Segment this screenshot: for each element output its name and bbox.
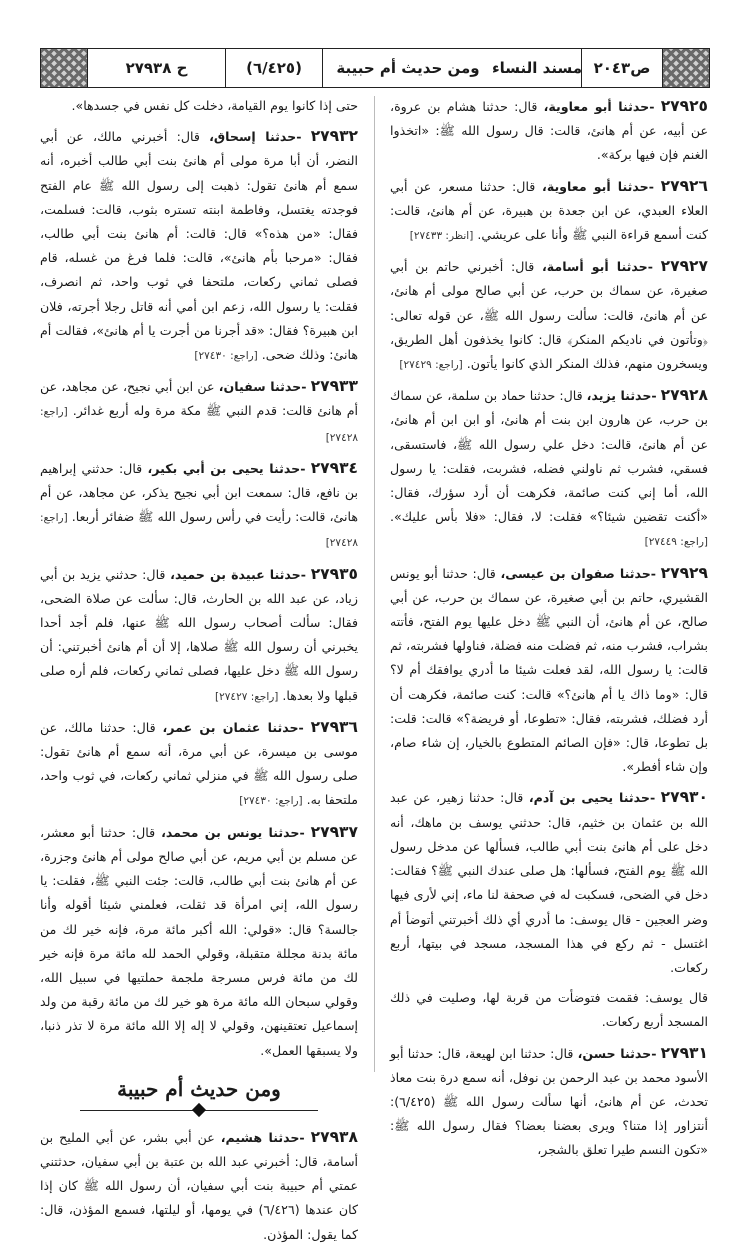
hadith-entry <box>40 820 358 1063</box>
section-ornament <box>80 1105 318 1117</box>
hadith-text: قال: حدثنا أبو معشر، عن مسلم بن أبي مريم، عن أبي صالح مولى أم هانئ وجزرة، عن أم هانئ بنت أبي طالب، قالت: جئت النبي ﷺ، فقلت: يا رسول الله، إني امرأة قد ثقلت، فعلمني شيئا أقوله وأنا جالسة؟ قال: «قولي: الله أكبر مائة مرة، فإنه خير لك من مائة بدنة مجللة متقبلة، وقولي الحمد لله مائة مرة فإنه خير لك من مائة فرس مسرجة ملجمة حملتيها في سبيل الله، وقولي سبحان الله مائة مرة هو خير لك من مائة رقبة من ولد إسماعيل تعتقينهن، وقولي لا إله إلا الله مائة مرة لا تذر ذنبا، ولا يسبقها العمل». <box>40 824 358 1058</box>
hadith-number: ٢٧٩٣٥ <box>310 564 358 583</box>
hadith-chain-start: -حدثنا يحيى بن أبي بكير، <box>147 460 306 476</box>
hadith-chain-start: -حدثنا أبو معاوية، <box>542 178 654 194</box>
hadith-entry <box>40 456 358 556</box>
hadith-text: قال يوسف: فقمت فتوضأت من قربة لها، وصليت في ذلك المسجد أربع ركعات. <box>390 990 708 1030</box>
hadith-text: قال: حدثنا هشام بن عروة، عن أبيه، عن أم هانئ، قالت: قال رسول الله ﷺ: «اتخذوا الغنم فإن فيها بركة». <box>390 99 708 163</box>
header-ornament-right <box>663 49 709 87</box>
hadith-number: ٢٧٩٢٥ <box>660 97 708 115</box>
volume-reference: (٦/٤٢٥) <box>246 59 302 77</box>
hadith-text: قال: أخبرني حاتم بن أبي صغيرة، عن سماك بن حرب، عن أبي صالح مولى أم هانئ، عن أم هانئ، قالت: سألت رسول الله ﷺ، عن قوله تعالى: ﴿وتأتون في ناديكم المنكر﴾ قال: كانوا يخذفون أهل الطريق، ويسخرون منهم، فذلك المنكر الذي كانوا يأتون. <box>390 259 708 372</box>
hadith-text: حتى إذا كانوا يوم القيامة، دخلت كل نفس في جسدها». <box>71 98 358 113</box>
hadith-text: قال: حدثنا زهير، عن عبد الله بن عثمان بن خثيم، قال: حدثني يوسف بن ماهك، أنه دخل على أم هانئ بنت أبي طالب، فسألها عن مدخل رسول الله ﷺ يوم الفتح، فسألها: هل صلى عندك النبي ﷺ؟ فقالت: دخل في الضحى، فسكبت له في صحفة لنا ماء، إني لأرى فيها وضر العجين - قال يوسف: ما أدري أي ذلك أخبرتني أتوضأ أم اغتسل - ثم ركع في هذا المسجد، مسجد في بيتها، أربع ركعات. <box>390 790 708 975</box>
hadith-entry <box>390 561 708 780</box>
section-title: ومن حديث أم حبيبة <box>117 1076 281 1101</box>
hadith-number: ٢٧٩٣٤ <box>310 458 359 477</box>
hadith-text: قال: حدثنا أبو يونس القشيري، حاتم بن أبي صغيرة، عن سماك بن حرب، عن أبي صالح، عن أم هانئ، أن النبي ﷺ دخل عليها يوم الفتح، فأتته بشراب، فشرب منه، ثم فضلت منه فضلة، فناولها فشربته، ثم قالت: يا رسول الله، لقد فعلت شيئا ما أدري يوافقك أم لا؟ قال: «وما ذاك يا أم هانئ؟» قالت: كنت صائمة، فكرهت أن أرد فضلك، فشربته، فقال: «تطوعا، أو فريضة؟» قالت: قلت: بل تطوعا، قال: «فإن الصائم المتطوع بالخيار، إن شاء صام، وإن شاء أفطر». <box>390 565 708 775</box>
hadith-chain-start: -حدثنا حسن، <box>577 1045 657 1061</box>
hadith-entry <box>390 383 708 554</box>
hadith-text: قال: حدثنا مسعر، عن أبي العلاء العبدي، عن ابن جعدة بن هبيرة، عن أم هانئ، قالت: كنت أسمع قراءة النبي ﷺ وأنا على عريشي. <box>390 178 708 243</box>
hadith-entry <box>390 254 708 377</box>
hadith-number: ٢٧٩٢٦ <box>660 176 708 195</box>
hadith-chain-start: -حدثنا هشيم، <box>220 1129 305 1145</box>
hadith-chain-start: -حدثنا إسحاق، <box>209 129 302 145</box>
hadith-chain-start: -حدثنا أبو أسامة، <box>541 259 653 275</box>
hadith-text: عن ابن أبي نجيح، عن مجاهد، عن أم هانئ قالت: قدم النبي ﷺ مكة مرة وله أربع غدائر. <box>40 379 358 419</box>
hadith-entry <box>40 1125 358 1247</box>
hadith-range: ح ٢٧٩٣٨ <box>125 59 188 77</box>
hadith-crossref: [راجع: ٢٧٤٢٩] <box>399 359 463 372</box>
hadith-entry <box>40 562 358 709</box>
hadith-entry <box>40 374 358 450</box>
hadith-text: قال: حدثني إبراهيم بن نافع، قال: سمعت ابن أبي نجيح يذكر، عن مجاهد، عن أم هانئ، قالت: رأيت في رأس رسول الله ﷺ ضفائر أربعا. <box>40 460 358 525</box>
hadith-number: ٢٧٩٣٠ <box>660 788 708 807</box>
page-header <box>40 48 710 88</box>
hadith-text: قال: حدثنا حماد بن سلمة، عن سماك بن حرب، عن هارون ابن بنت أم هانئ، أو ابن ابن أم هانئ، عن أم هانئ، قالت: دخل علي رسول الله ﷺ، فاستسقى، فسقي، فشرب ثم ناولني فضله، فشربت، فقلت: يا رسول الله، أما إني كنت صائمة، فكرهت أن أرد سؤرك، فقال: «أكنت تقضين شيئا؟» فقلت: لا، فقال: «فلا بأس عليك». <box>390 388 708 525</box>
hadith-chain-start: -حدثنا عبيدة بن حميد، <box>170 566 306 582</box>
hadith-chain-start: -حدثنا يحيى بن آدم، <box>528 790 656 806</box>
hadith-chain-start: -حدثنا يونس بن محمد، <box>161 824 305 840</box>
hadith-chain-start: -حدثنا سفيان، <box>218 379 307 395</box>
hadith-number: ٢٧٩٢٩ <box>660 563 708 582</box>
column-divider <box>374 96 375 1072</box>
hadith-entry <box>40 94 358 118</box>
hadith-entry <box>390 1041 708 1163</box>
hadith-crossref: [راجع: ٢٧٤٢٧] <box>215 690 279 703</box>
hadith-entry <box>390 785 708 980</box>
header-ornament-left <box>41 49 87 87</box>
hadith-number: ٢٧٩٣١ <box>660 1043 708 1062</box>
hadith-number: ٢٧٩٣٧ <box>310 822 358 841</box>
section-heading: ومن حديث أم حبيبة <box>336 59 480 77</box>
hadith-number: ٢٧٩٢٨ <box>660 386 708 405</box>
hadith-number: ٢٧٩٣٨ <box>310 1127 358 1146</box>
hadith-entry <box>390 94 708 168</box>
hadith-entry <box>40 715 358 814</box>
hadith-entry <box>40 124 358 368</box>
hadith-text: قال: حدثنا ابن لهيعة، قال: حدثنا أبو الأسود محمد بن عبد الرحمن بن نوفل، أنه سمع درة بنت معاذ تحدث، عن أم هانئ، أنها سألت رسول الله ﷺ (٦/٤٢٥): أنتزاور إذا متنا؟ ويرى بعضنا بعضا؟ فقال رسول الله ﷺ: «تكون النسم طيرا تعلق بالشجر، <box>390 1045 708 1158</box>
hadith-text: قال: حدثني يزيد بن أبي زياد، عن عبد الله بن الحارث، قال: سألت عن صلاة الضحى، فقال: سألت أصحاب رسول الله ﷺ عنها، فلم أجد أحدا يخبرني أن رسول الله ﷺ صلاها، إلا أن أم هانئ أخبرتني: أن رسول الله ﷺ دخل عليها، فصلى ثماني ركعات، فلم أره صلى قبلها ولا بعدها. <box>40 566 358 703</box>
hadith-number: ٢٧٩٣٦ <box>310 717 358 736</box>
hadith-crossref: [راجع: ٢٧٤٤٩] <box>644 536 708 549</box>
hadith-crossref: [راجع: ٢٧٤٢٨] <box>40 512 358 550</box>
text-columns <box>40 94 708 1242</box>
hadith-chain-start: -حدثنا صفوان بن عيسى، <box>500 565 657 581</box>
hadith-text: قال: حدثنا مالك، عن موسى بن ميسرة، عن أبي مرة، أنه سمع أم هانئ تقول: صلى رسول الله ﷺ في منزلي ثماني ركعات، في ثوب واحد، ملتحفا به. <box>40 719 358 808</box>
hadith-entry <box>390 174 708 249</box>
hadith-crossref: [انظر: ٢٧٤٣٣] <box>409 230 474 243</box>
hadith-entry <box>390 986 708 1034</box>
hadith-number: ٢٧٩٢٧ <box>660 257 708 276</box>
hadith-chain-start: -حدثنا أبو معاوية، <box>543 99 655 114</box>
right-column <box>390 94 708 1158</box>
left-column <box>40 94 359 1242</box>
hadith-number: ٢٧٩٣٢ <box>310 127 358 146</box>
book-title: مسند النساء <box>491 59 583 77</box>
hadith-chain-start: -حدثنا يزيد، <box>586 388 657 404</box>
hadith-number: ٢٧٩٣٣ <box>310 377 358 396</box>
hadith-text: قال: أخبرني مالك، عن أبي النضر، أن أبا مرة مولى أم هانئ بنت أبي طالب أخبره، أنه سمع أم هانئ تقول: ذهبت إلى رسول الله ﷺ عام الفتح فوجدته يغتسل، وفاطمة ابنته تستره بثوب، قالت: فسلمت، فقال: «من هذه؟» قال: قالت: أم هانئ بنت أبي طالب، فقال: «مرحبا بأم هانئ»، قالت: فلما فرغ من غسله، قام فصلى ثماني ركعات، ملتحفا في ثوب واحد، ثم انصرف، فقلت: يا رسول الله، زعم ابن أمي أنه قاتل رجلا أجرته، فلان ابن هبيرة؟ فقال: «قد أجرنا من أجرت يا أم هانئ»، فقالت أم هانئ: وذلك ضحى. <box>40 129 358 363</box>
hadith-text: عن أبي بشر، عن أبي المليح بن أسامة، قال: أخبرني عبد الله بن عتبة بن أبي سفيان، حدثتني عمتي أم حبيبة بنت أبي سفيان، أن رسول الله ﷺ كان إذا كان عندها (٦/٤٢٦) في يومها، أو ليلتها، فسمع المؤذن، قال: كما يقول: المؤذن. <box>40 1129 358 1242</box>
page-number: ص٢٠٤٣ <box>593 59 651 77</box>
hadith-crossref: [راجع: ٢٧٤٣٠] <box>194 350 258 363</box>
hadith-crossref: [راجع: ٢٧٤٢٨] <box>40 406 358 444</box>
book-page <box>40 48 708 1242</box>
hadith-crossref: [راجع: ٢٧٤٣٠] <box>239 795 303 808</box>
hadith-chain-start: -حدثنا عثمان بن عمر، <box>162 719 304 735</box>
